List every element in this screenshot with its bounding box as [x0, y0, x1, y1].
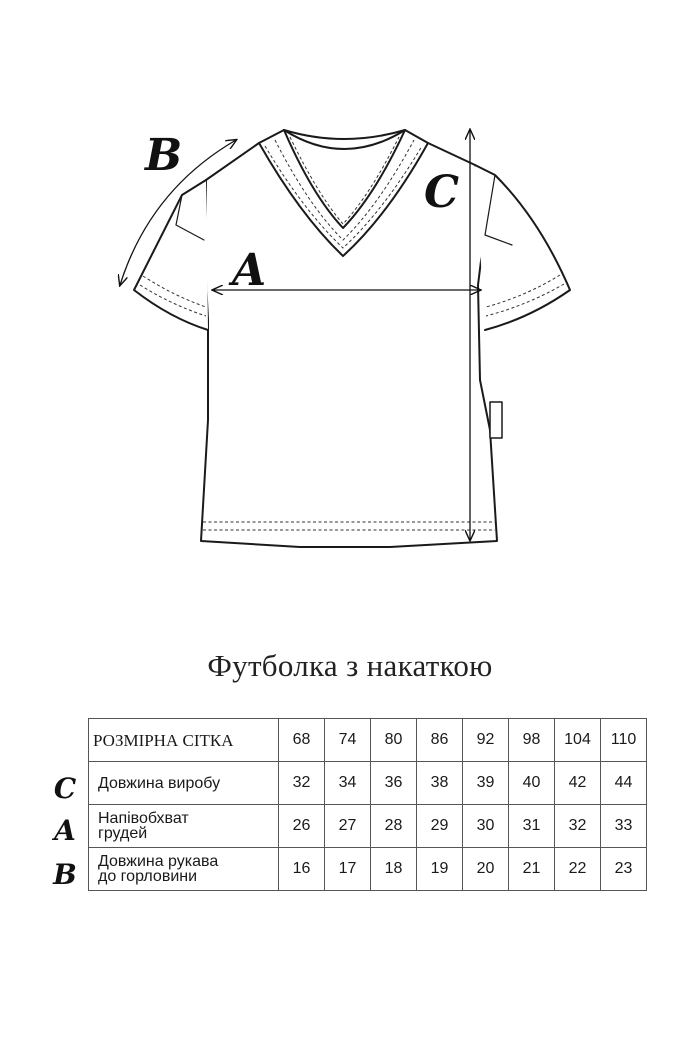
- table-cell: 30: [463, 805, 509, 848]
- table-cell: 39: [463, 762, 509, 805]
- label-b: B: [145, 130, 183, 181]
- label-c: C: [424, 167, 460, 218]
- table-cell: 32: [279, 762, 325, 805]
- product-title: Футболка з накаткою: [207, 648, 493, 683]
- size-chart-header: РОЗМІРНА СІТКА: [89, 719, 279, 762]
- size-header-cell: 68: [279, 719, 325, 762]
- row-letter-b: B: [53, 858, 77, 891]
- size-chart-table: [88, 718, 647, 891]
- table-cell: 19: [417, 848, 463, 891]
- table-cell: 32: [555, 805, 601, 848]
- size-header-cell: 74: [325, 719, 371, 762]
- table-cell: 26: [279, 805, 325, 848]
- table-header-row: [89, 719, 647, 762]
- table-cell: 31: [509, 805, 555, 848]
- row-letter-a: A: [54, 814, 76, 847]
- table-cell: 27: [325, 805, 371, 848]
- row-label-line: грудей: [98, 825, 148, 842]
- table-cell: 23: [601, 848, 647, 891]
- table-cell: 20: [463, 848, 509, 891]
- table-cell: 16: [279, 848, 325, 891]
- table-cell: 38: [417, 762, 463, 805]
- size-header-cell: 104: [555, 719, 601, 762]
- row-label-line: Довжина виробу: [98, 774, 221, 792]
- table-cell: 36: [371, 762, 417, 805]
- table-cell: 17: [325, 848, 371, 891]
- size-header-cell: 80: [371, 719, 417, 762]
- size-header-cell: 92: [463, 719, 509, 762]
- table-row-chest: [89, 805, 647, 848]
- table-cell: 21: [509, 848, 555, 891]
- row-label: [89, 848, 279, 891]
- tshirt-outline: [134, 130, 570, 547]
- label-a: A: [232, 245, 267, 296]
- row-label-line: Напівобхват: [98, 810, 189, 827]
- table-cell: 18: [371, 848, 417, 891]
- table-cell: 34: [325, 762, 371, 805]
- table-cell: 44: [601, 762, 647, 805]
- table-cell: 22: [555, 848, 601, 891]
- row-label: [89, 805, 279, 848]
- row-letter-c: C: [53, 772, 77, 805]
- table-cell: 28: [371, 805, 417, 848]
- table-cell: 40: [509, 762, 555, 805]
- size-header-cell: 86: [417, 719, 463, 762]
- table-cell: 29: [417, 805, 463, 848]
- size-header-cell: 110: [601, 719, 647, 762]
- row-label-line: Довжина рукава: [98, 853, 219, 870]
- table-row-sleeve: [89, 848, 647, 891]
- table-cell: 42: [555, 762, 601, 805]
- table-cell: 33: [601, 805, 647, 848]
- row-label: [89, 762, 279, 805]
- row-label-line: до горловини: [98, 868, 198, 885]
- table-row-length: [89, 762, 647, 805]
- size-header-cell: 98: [509, 719, 555, 762]
